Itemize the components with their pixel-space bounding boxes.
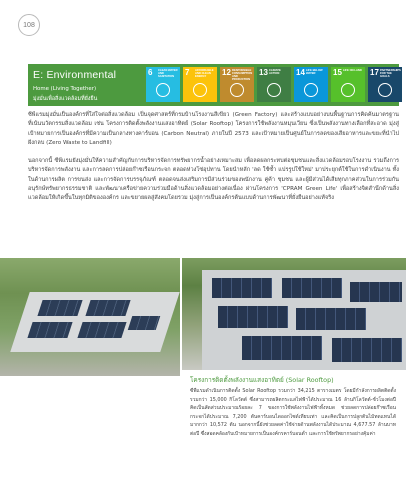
sdg-17-icon: 17 PARTNERSHIPS FOR THE GOALS	[368, 67, 402, 102]
solar-rooftop-photo-left	[0, 258, 180, 376]
rooftop-section-title: โครงการติดตั้งพลังงานแสงอาทิตย์ (Solar Rooftop)	[190, 376, 334, 384]
body-paragraph: นอกจากนี้ ซีพีแรมยังมุ่งมั่นให้ความสำคัญกับการบริหารจัดการทรัพยากรน้ำอย่างเหมาะสม เพื่อลดผลกระทบต่อชุมชนและสิ่งแวดล้อมรอบโรงงาน รวมถึงการบริหารจัดการพลังงาน และการลดการปล่อยก๊าซเรือนกระจก ตลอดห่วงโซ่อุปทาน โดยนำหลัก 'ลด ใช้ซ้ำ แปรรูปใช้ใหม่' มาประยุกต์ใช้ในการดำเนินงาน ทั้งในด้านการผลิต การขนส่ง และการจัดการบรรจุภัณฑ์ ตลอดจนส่งเสริมการมีส่วนร่วมของพนักงาน คู่ค้า ชุมชน และผู้มีส่วนได้เสียทุกภาคส่วนในการร่วมกันอนุรักษ์ทรัพยากรธรรมชาติ และพัฒนาเครือข่ายความร่วมมือด้านสิ่งแวดล้อมอย่างต่อเนื่อง ผ่านโครงการ 'CPRAM Green Life' เพื่อสร้างจิตสำนึกด้านสิ่งแวดล้อมให้เกิดขึ้นในทุกมิติขององค์กร และขยายผลสู่สังคมโดยรวม มุ่งสู่การเป็นองค์กรต้นแบบด้านการพัฒนาที่ยั่งยืนอย่างแท้จริง	[28, 158, 399, 202]
page-number: 108	[18, 14, 40, 36]
banner-title: E: Environmental	[33, 69, 117, 81]
sdg-14-icon: 14 LIFE BELOW WATER	[294, 67, 328, 102]
intro-paragraph: ซีพีแรมมุ่งมั่นเป็นองค์กรที่ใส่ใจต่อสิ่งแวดล้อม เป็นจุดศาสตร์ที่กรมบ้านโรงงานสีเขียว (Green Factory) และสร้างแบบอย่างบนพื้นฐานการคิดค้นมาตรฐาน ที่เน้นนวัตกรรมสิ่งแวดล้อม เช่น โครงการติดตั้งพลังงานแสงอาทิตย์ (Solar Rooftop) โครงการใช้พลังงานหมุนเวียน ซึ่งเป็นพลังงานทางเลือกที่สะอาด มุ่งสู่เป้าหมายการเป็นองค์กรที่มีความเป็นกลางทางคาร์บอน (Carbon Neutral) ภายในปี 2573 และเป้าหมายเป็นศูนย์ในการลดของเสียอาหารและขยะที่นำไปฝังกลบ (Zero Waste to Landfill)	[28, 112, 399, 146]
sdg-icons	[146, 67, 402, 102]
solar-rooftop-photo-right	[182, 258, 406, 370]
sdg-13-icon: 13 CLIMATE ACTION	[257, 67, 291, 102]
banner-subtitle-th: มุ่งมั่นเพื่อสิ่งแวดล้อมที่ยั่งยืน	[33, 96, 98, 102]
banner-subtitle-en: Home (Living Together)	[33, 86, 97, 92]
sdg-15-icon: 15 LIFE ON LAND	[331, 67, 365, 102]
sdg-12-icon: 12 RESPONSIBLE CONSUMPTION AND PRODUCTION	[220, 67, 254, 102]
rooftop-section-text: ซีพีแรมดำเนินการติดตั้ง Solar Rooftop รวมกว่า 34,215 ตารางเมตร โดยมีกำลังการผลิตติดตั้งรวมกว่า 15,000 กิโลวัตต์ ซึ่งสามารถผลิตกระแสไฟฟ้าได้ประมาณ 16 ล้านกิโลวัตต์-ชั่วโมงต่อปี คิดเป็นสัดส่วนประมาณร้อยละ 7 ของการใช้พลังงานไฟฟ้าทั้งหมด ช่วยลดการปล่อยก๊าซเรือนกระจกได้ประมาณ 7,200 ตันคาร์บอนไดออกไซด์เทียบเท่า และคิดเป็นการปลูกต้นไม้ทดแทนได้มากกว่า 10,572 ต้น นอกจากนี้ยังช่วยลดค่าใช้จ่ายด้านพลังงานได้ประมาณ 4,677.57 ล้านบาทต่อปี ซึ่งสอดคล้องกับเป้าหมายการเป็นองค์กรคาร์บอนต่ำ และการใช้ทรัพยากรอย่างคุ้มค่า	[190, 388, 396, 437]
environmental-banner	[28, 64, 399, 106]
sdg-6-icon: 6 CLEAN WATER AND SANITATION	[146, 67, 180, 102]
sdg-7-icon: 7 AFFORDABLE AND CLEAN ENERGY	[183, 67, 217, 102]
